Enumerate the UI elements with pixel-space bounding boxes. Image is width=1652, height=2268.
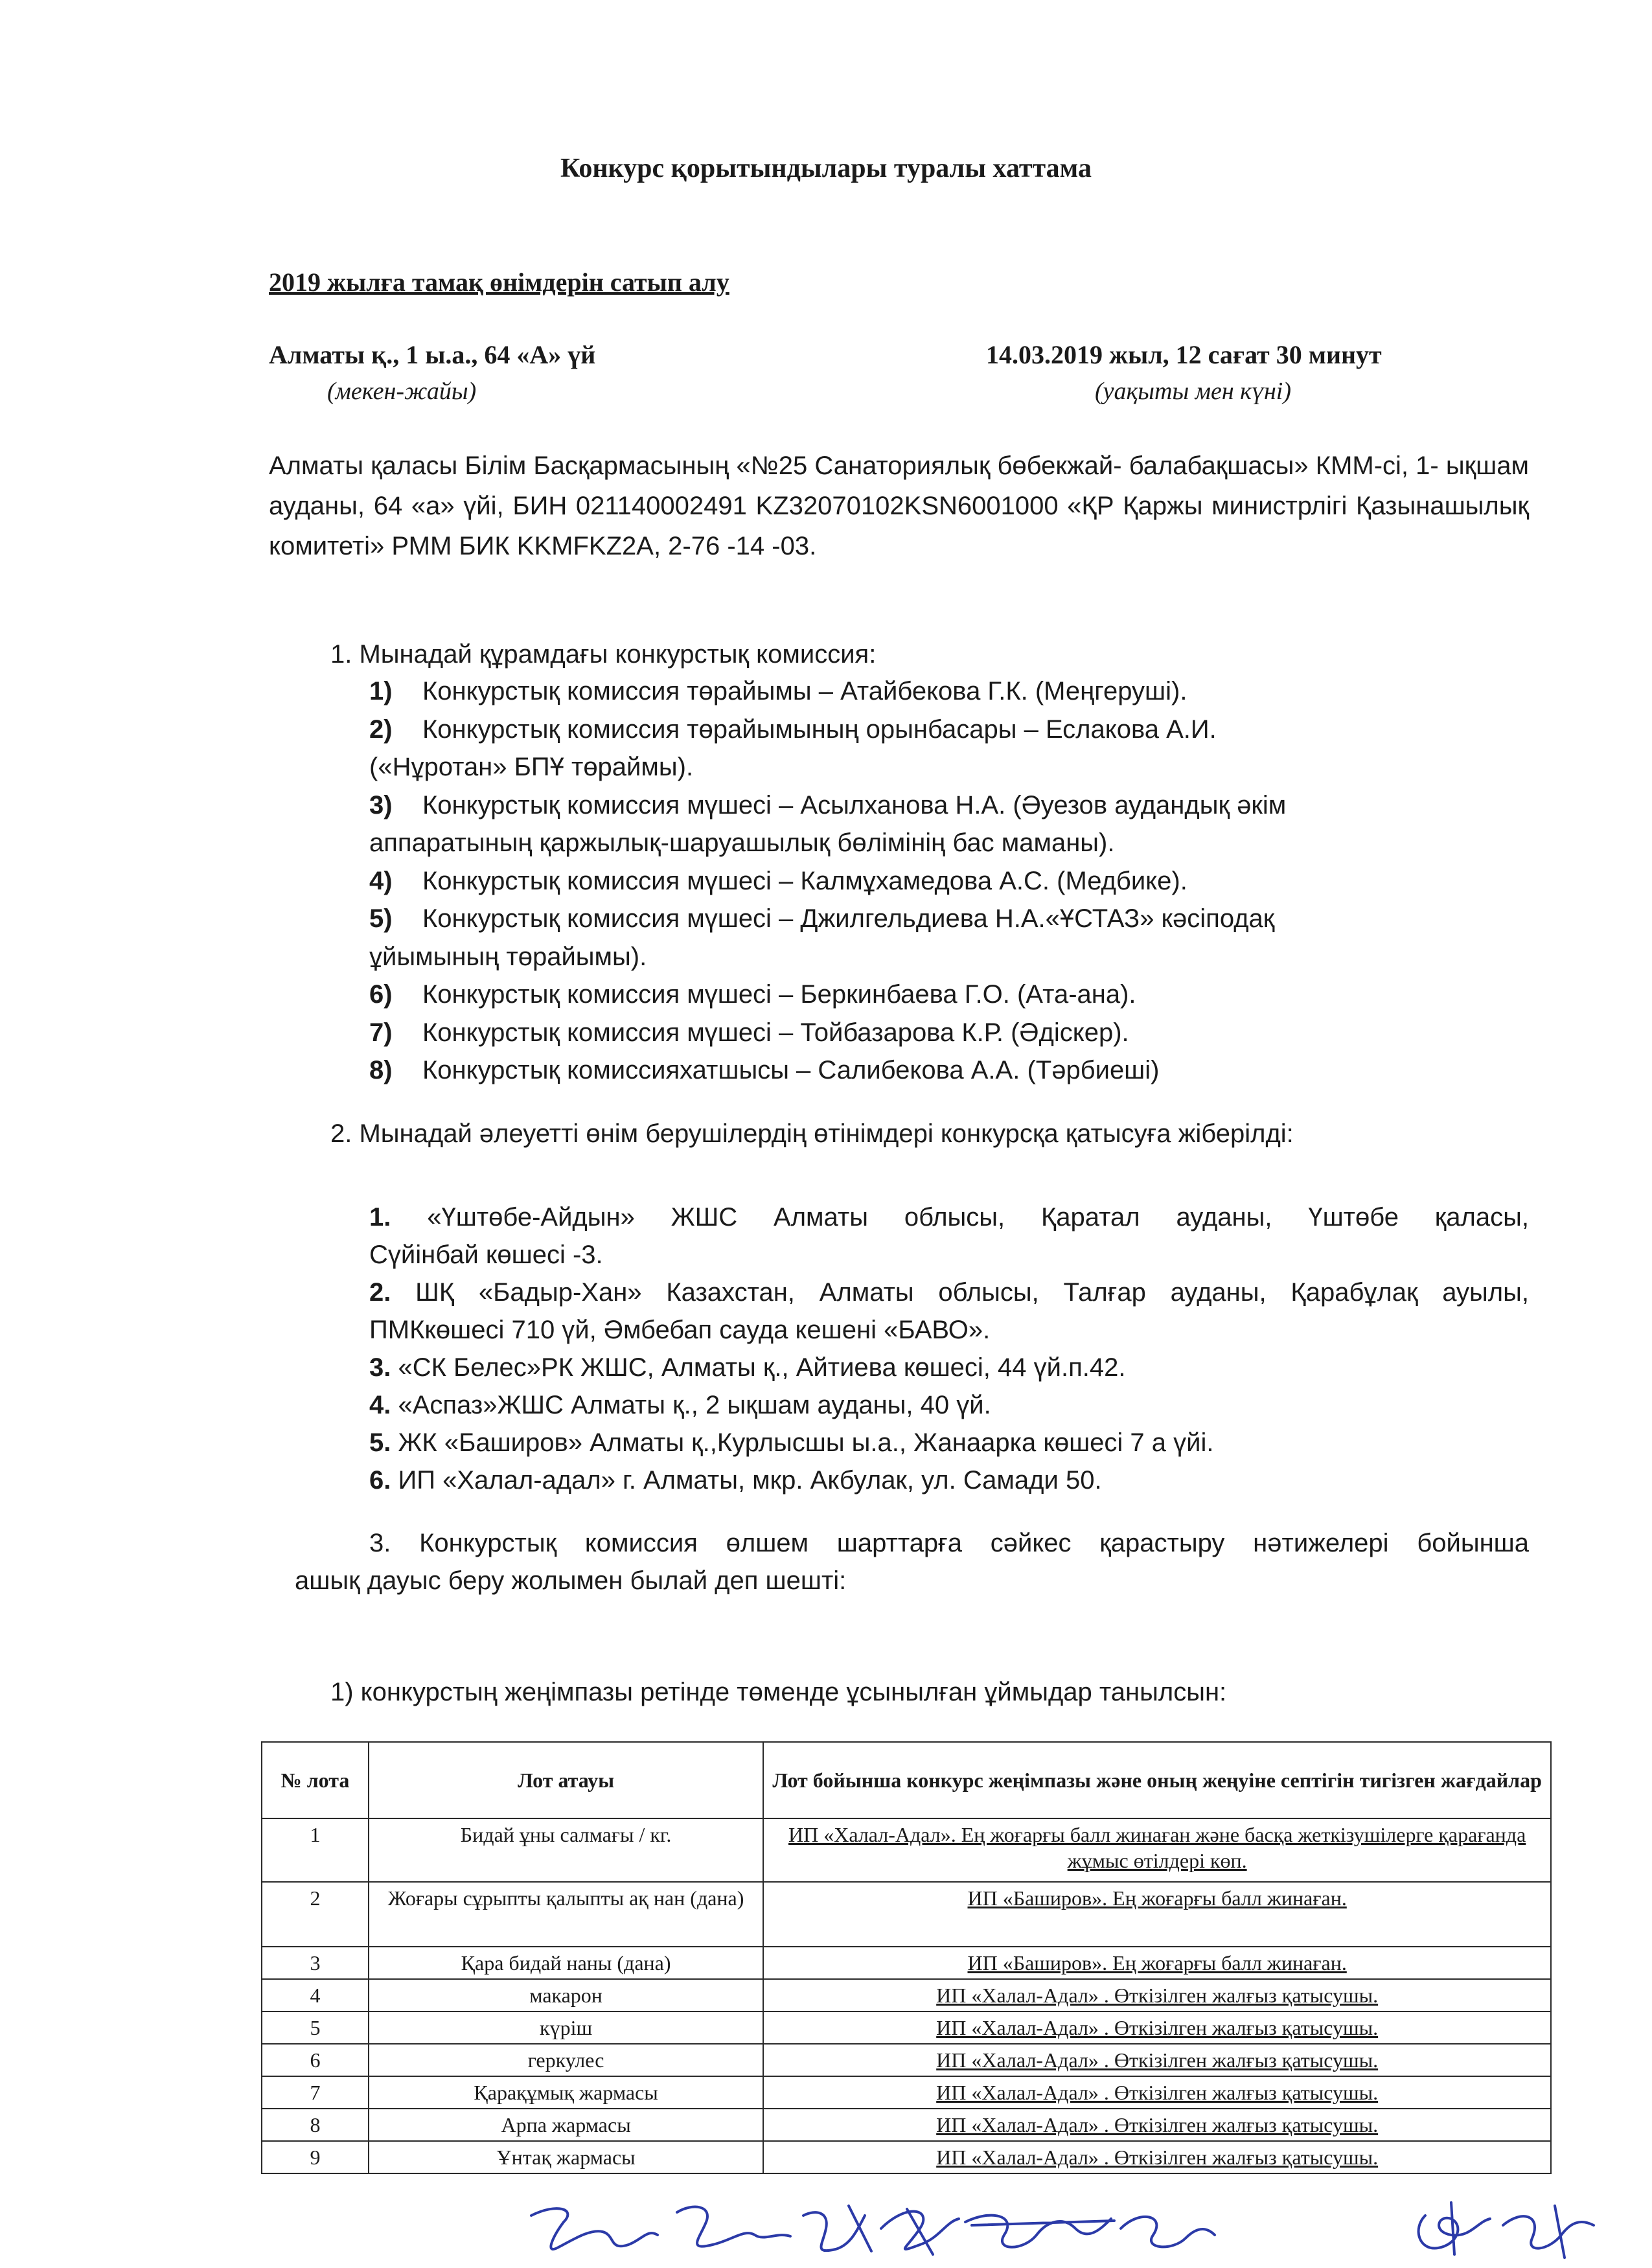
- supplier-item: [369, 1274, 1529, 1311]
- lot-name-cell: Жоғары сұрыпты қалыпты ақ нан (дана): [369, 1882, 763, 1947]
- member-number: 5): [369, 904, 393, 933]
- table-header-row: [262, 1742, 1551, 1818]
- lot-winner-cell: ИП «Халал-Адал» . Өткізілген жалғыз қатысушы.: [763, 2011, 1551, 2044]
- supplier-item: [369, 1386, 1529, 1424]
- table-row: [262, 1979, 1551, 2011]
- supplier-number: 4.: [369, 1391, 391, 1419]
- signature-1: [531, 2208, 658, 2249]
- member-text-continued: ұйымының төрайымы).: [369, 942, 647, 971]
- commission-member: [369, 672, 1529, 711]
- lot-winner-cell: ИП «Баширов». Ең жоғарғы балл жинаған.: [763, 1882, 1551, 1947]
- supplier-list: [369, 1198, 1529, 1499]
- member-text-continued: аппаратының қаржылық-шаруашылық бөлімінің бас маманы).: [369, 829, 1115, 857]
- member-text: Конкурстық комиссия мүшесі – Тойбазарова К.Р. (Әдіскер).: [422, 1018, 1129, 1047]
- commission-member: [369, 711, 1529, 749]
- signatures: [518, 2190, 1620, 2264]
- member-text: Конкурстық комиссия төрайымы – Атайбекова Г.К. (Меңгеруші).: [422, 677, 1187, 705]
- supplier-item: [369, 1349, 1529, 1386]
- section3-line2: ашық дауыс беру жолымен былай деп шешті:: [295, 1566, 847, 1595]
- lot-winner-cell: ИП «Баширов». Ең жоғарғы балл жинаған.: [763, 1947, 1551, 1979]
- lot-winner-cell: ИП «Халал-Адал» . Өткізілген жалғыз қатысушы.: [763, 2141, 1551, 2173]
- member-number: 7): [369, 1018, 393, 1047]
- lot-number-cell: 4: [262, 1979, 369, 2011]
- commission-list: [369, 672, 1529, 1090]
- supplier-text: «СК Белес»РК ЖШС, Алматы қ., Айтиева көшесі, 44 үй.п.42.: [398, 1353, 1126, 1382]
- member-text: Конкурстық комиссия мүшесі – Джилгельдиева Н.А.«ҰСТАЗ» кәсіподақ: [422, 904, 1275, 933]
- member-number: 4): [369, 866, 393, 895]
- member-number: 2): [369, 715, 393, 744]
- table-row: [262, 2011, 1551, 2044]
- address: Алматы қ., 1 ы.а., 64 «А» үй: [269, 340, 596, 369]
- commission-member: [369, 976, 1529, 1014]
- supplier-number: 6.: [369, 1466, 391, 1495]
- table-row: [262, 2076, 1551, 2109]
- lot-number-cell: 3: [262, 1947, 369, 1979]
- signature-5: [965, 2216, 1114, 2247]
- lot-number-cell: 9: [262, 2141, 369, 2173]
- member-text: Конкурстық комиссияхатшысы – Салибекова А.А. (Тәрбиеші): [422, 1056, 1160, 1084]
- supplier-text: ЖК «Баширов» Алматы қ.,Курлысшы ы.а., Жанаарка көшесі 7 а үйі.: [398, 1428, 1214, 1457]
- commission-member: [369, 1014, 1529, 1052]
- commission-member: [369, 862, 1529, 900]
- col-header-lot-name: Лот атауы: [369, 1742, 763, 1818]
- table-row: [262, 2044, 1551, 2076]
- supplier-number: 3.: [369, 1353, 391, 1382]
- lot-number-cell: 6: [262, 2044, 369, 2076]
- lot-winner-cell: ИП «Халал-Адал» . Өткізілген жалғыз қатысушы.: [763, 2044, 1551, 2076]
- lots-table: [261, 1741, 1552, 2174]
- signature-7: [1419, 2203, 1490, 2254]
- document-title: Конкурс қорытындылары туралы хаттама: [560, 154, 1092, 183]
- member-text: Конкурстық комиссия мүшесі – Асылханова Н.А. (Әуезов аудандық әкім: [422, 790, 1287, 819]
- lot-number-cell: 5: [262, 2011, 369, 2044]
- section1-heading: 1. Мынадай құрамдағы конкурстық комиссия:: [330, 640, 877, 669]
- address-caption: (мекен-жайы): [327, 378, 477, 405]
- commission-member: [369, 786, 1529, 825]
- lot-name-cell: Қарақұмық жармасы: [369, 2076, 763, 2109]
- intro-paragraph: Алматы қаласы Білім Басқармасының «№25 Санаториялық бөбекжай- балабақшасы» КММ-сі, 1- ықшам ауданы, 64 «а» үйі, БИН 021140002491 KZ32070102KSN6001000 «ҚР Қаржы министрлігі Қазынашылық комитеті» РММ БИК KKMFKZ2A, 2-76 -14 -03.: [269, 452, 1529, 560]
- signature-4: [881, 2209, 959, 2254]
- supplier-text-continued: ПМКкөшесі 710 үй, Әмбебап сауда кешені «БАВО».: [369, 1316, 991, 1344]
- lot-winner-cell: ИП «Халал-Адал» . Өткізілген жалғыз қатысушы.: [763, 2109, 1551, 2141]
- col-header-winner: Лот бойынша конкурс жеңімпазы және оның жеңуіне септігін тигізген жағдайлар: [763, 1742, 1551, 1818]
- member-number: 6): [369, 980, 393, 1009]
- lot-winner-cell: ИП «Халал-Адал». Ең жоғарғы балл жинаған және басқа жеткізушілерге қарағанда жұмыс өтілдері көп.: [763, 1818, 1551, 1882]
- supplier-item: [369, 1461, 1529, 1499]
- lot-number-cell: 1: [262, 1818, 369, 1882]
- lot-name-cell: күріш: [369, 2011, 763, 2044]
- supplier-number: 2.: [369, 1278, 391, 1307]
- lot-winner-cell: ИП «Халал-Адал» . Өткізілген жалғыз қатысушы.: [763, 2076, 1551, 2109]
- lot-name-cell: Бидай ұны салмағы / кг.: [369, 1818, 763, 1882]
- section3-sub1: 1) конкурстың жеңімпазы ретінде төменде ұсынылған ұймыдар танылсын:: [330, 1678, 1227, 1706]
- lot-winner-cell: ИП «Халал-Адал» . Өткізілген жалғыз қатысушы.: [763, 1979, 1551, 2011]
- supplier-text: «Үштөбе-Айдын» ЖШС Алматы облысы, Қаратал ауданы, Үштөбе қаласы,: [427, 1203, 1529, 1231]
- col-header-lot-number: № лота: [262, 1742, 369, 1818]
- table-row: [262, 2109, 1551, 2141]
- supplier-text: ИП «Халал-адал» г. Алматы, мкр. Акбулак, ул. Самади 50.: [398, 1466, 1102, 1495]
- commission-member: [369, 1051, 1529, 1090]
- table-row: [262, 2141, 1551, 2173]
- table-row: [262, 1947, 1551, 1979]
- document-subject: 2019 жылға тамақ өнімдерін сатып алу: [269, 268, 729, 297]
- supplier-number: 5.: [369, 1428, 391, 1457]
- table-row: [262, 1818, 1551, 1882]
- supplier-item: [369, 1198, 1529, 1236]
- member-number: 8): [369, 1056, 393, 1084]
- supplier-item: [369, 1424, 1529, 1461]
- section3-line1: 3. Конкурстық комиссия өлшем шарттарға сәйкес қарастыру нәтижелері бойынша: [369, 1529, 1529, 1557]
- lot-number-cell: 7: [262, 2076, 369, 2109]
- datetime-caption: (уақыты мен күні): [1095, 378, 1292, 405]
- commission-member: [369, 900, 1529, 938]
- supplier-text-continued: Сүйінбай көшесі -3.: [369, 1241, 603, 1269]
- member-number: 3): [369, 790, 393, 819]
- supplier-text: ШҚ «Бадыр-Хан» Казахстан, Алматы облысы, Талғар ауданы, Қарабұлақ ауылы,: [415, 1278, 1529, 1307]
- table-row: [262, 1882, 1551, 1947]
- lot-number-cell: 8: [262, 2109, 369, 2141]
- member-text: Конкурстық комиссия мүшесі – Калмұхамедова А.С. (Медбике).: [422, 866, 1187, 895]
- lot-name-cell: Қара бидай наны (дана): [369, 1947, 763, 1979]
- member-number: 1): [369, 677, 393, 705]
- signature-3: [803, 2206, 871, 2251]
- lot-name-cell: Ұнтақ жармасы: [369, 2141, 763, 2173]
- supplier-text: «Аспаз»ЖШС Алматы қ., 2 ықшам ауданы, 40 үй.: [398, 1391, 991, 1419]
- member-text: Конкурстық комиссия мүшесі – Беркинбаева Г.О. (Ата-ана).: [422, 980, 1136, 1009]
- lot-number-cell: 2: [262, 1882, 369, 1947]
- signature-6: [1121, 2217, 1215, 2247]
- section2-heading: 2. Мынадай әлеуетті өнім берушілердің өтінімдері конкурсқа қатысуға жіберілді:: [330, 1119, 1294, 1148]
- signature-8: [1503, 2206, 1594, 2258]
- member-text-continued: («Нұротан» БПҰ төраймы).: [369, 753, 694, 781]
- lot-name-cell: макарон: [369, 1979, 763, 2011]
- lot-name-cell: Арпа жармасы: [369, 2109, 763, 2141]
- datetime: 14.03.2019 жыл, 12 сағат 30 минут: [986, 340, 1382, 369]
- member-text: Конкурстық комиссия төрайымының орынбасары – Еслакова А.И.: [422, 715, 1217, 744]
- supplier-number: 1.: [369, 1203, 391, 1231]
- signature-2: [677, 2207, 790, 2247]
- lot-name-cell: геркулес: [369, 2044, 763, 2076]
